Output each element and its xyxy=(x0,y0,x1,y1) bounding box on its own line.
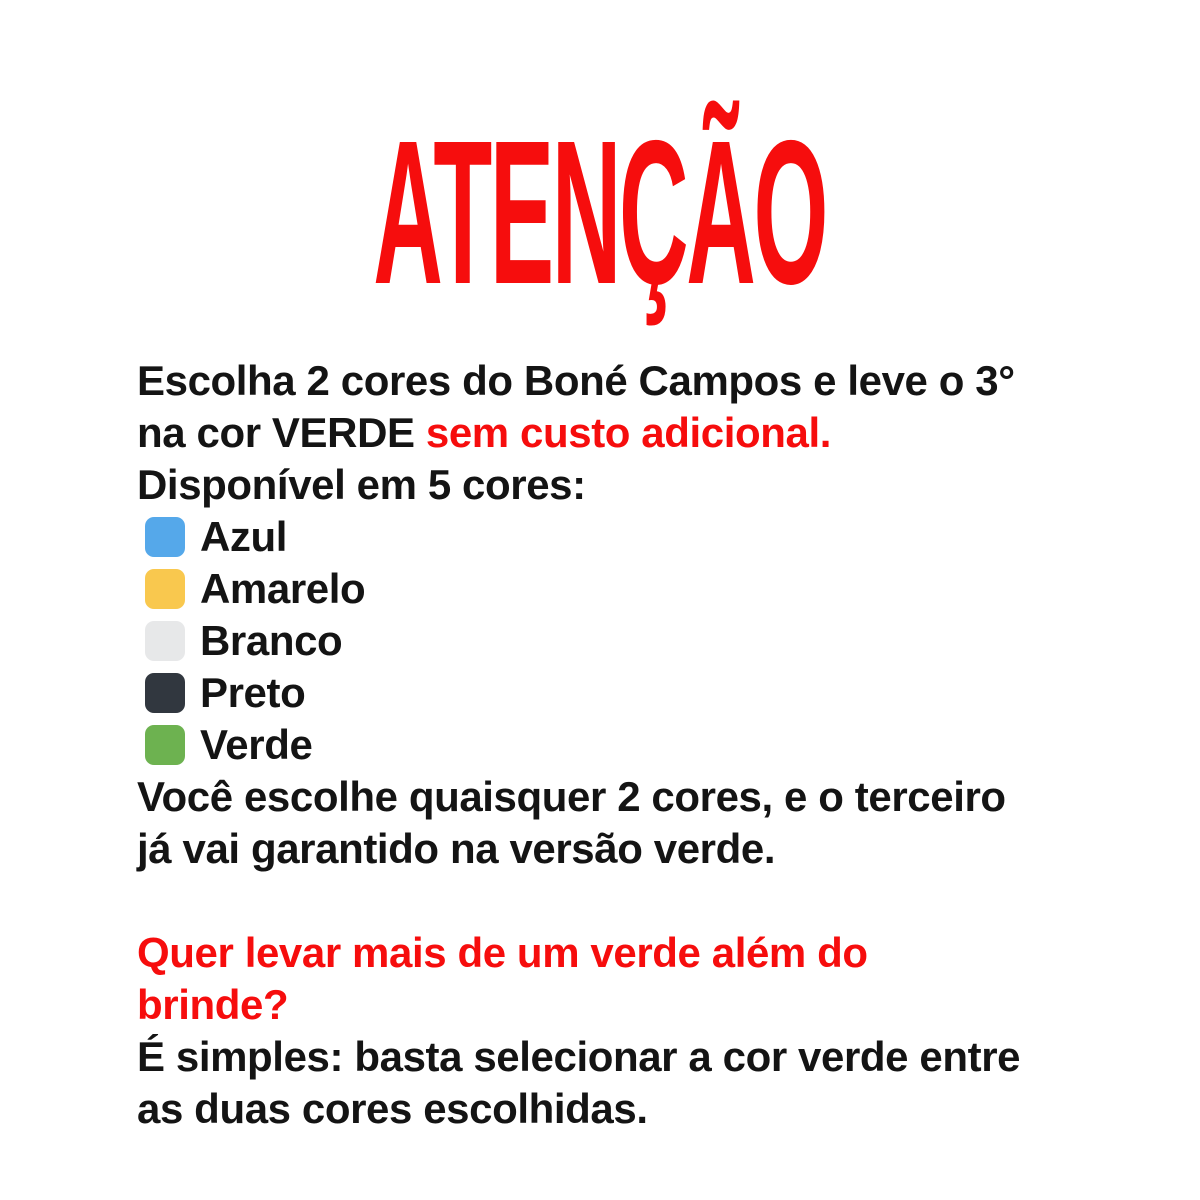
banner-body xyxy=(137,355,1177,1135)
color-label: Branco xyxy=(200,617,343,664)
answer-line-2: as duas cores escolhidas. xyxy=(137,1085,648,1132)
intro-line-2-red-highlight: sem custo adicional. xyxy=(425,409,832,456)
answer-line-1: É simples: basta selecionar a cor verde entre xyxy=(137,1033,1021,1080)
intro-line-2-black: na cor VERDE xyxy=(137,409,426,456)
color-swatch xyxy=(145,621,185,661)
headline-atencao: ATENÇÃO xyxy=(373,98,827,327)
color-swatch xyxy=(145,569,185,609)
color-list-item xyxy=(137,511,1177,563)
availability-label: Disponível em 5 cores: xyxy=(137,461,586,508)
intro-line-2 xyxy=(137,407,1177,459)
color-swatch xyxy=(145,725,185,765)
color-label: Amarelo xyxy=(200,565,366,612)
question-line-2: brinde? xyxy=(137,981,289,1028)
rule-line-1: Você escolhe quaisquer 2 cores, e o terceiro xyxy=(137,773,1006,820)
color-label: Verde xyxy=(200,721,313,768)
intro-line-1: Escolha 2 cores do Boné Campos e leve o 3° xyxy=(137,357,1015,404)
answer-paragraph xyxy=(137,1031,1177,1135)
color-list xyxy=(137,511,1177,771)
color-list-item xyxy=(137,563,1177,615)
color-label: Preto xyxy=(200,669,306,716)
intro-paragraph xyxy=(137,355,1177,511)
color-swatch xyxy=(145,517,185,557)
question-line-1: Quer levar mais de um verde além do xyxy=(137,929,868,976)
rule-paragraph xyxy=(137,771,1177,875)
headline-wrap xyxy=(0,98,1200,327)
color-label: Azul xyxy=(200,513,288,560)
question-heading xyxy=(137,927,1177,1031)
color-list-item xyxy=(137,719,1177,771)
rule-line-2: já vai garantido na versão verde. xyxy=(137,825,776,872)
color-swatch xyxy=(145,673,185,713)
color-list-item xyxy=(137,615,1177,667)
color-list-item xyxy=(137,667,1177,719)
blank-line-spacer xyxy=(137,875,1177,927)
